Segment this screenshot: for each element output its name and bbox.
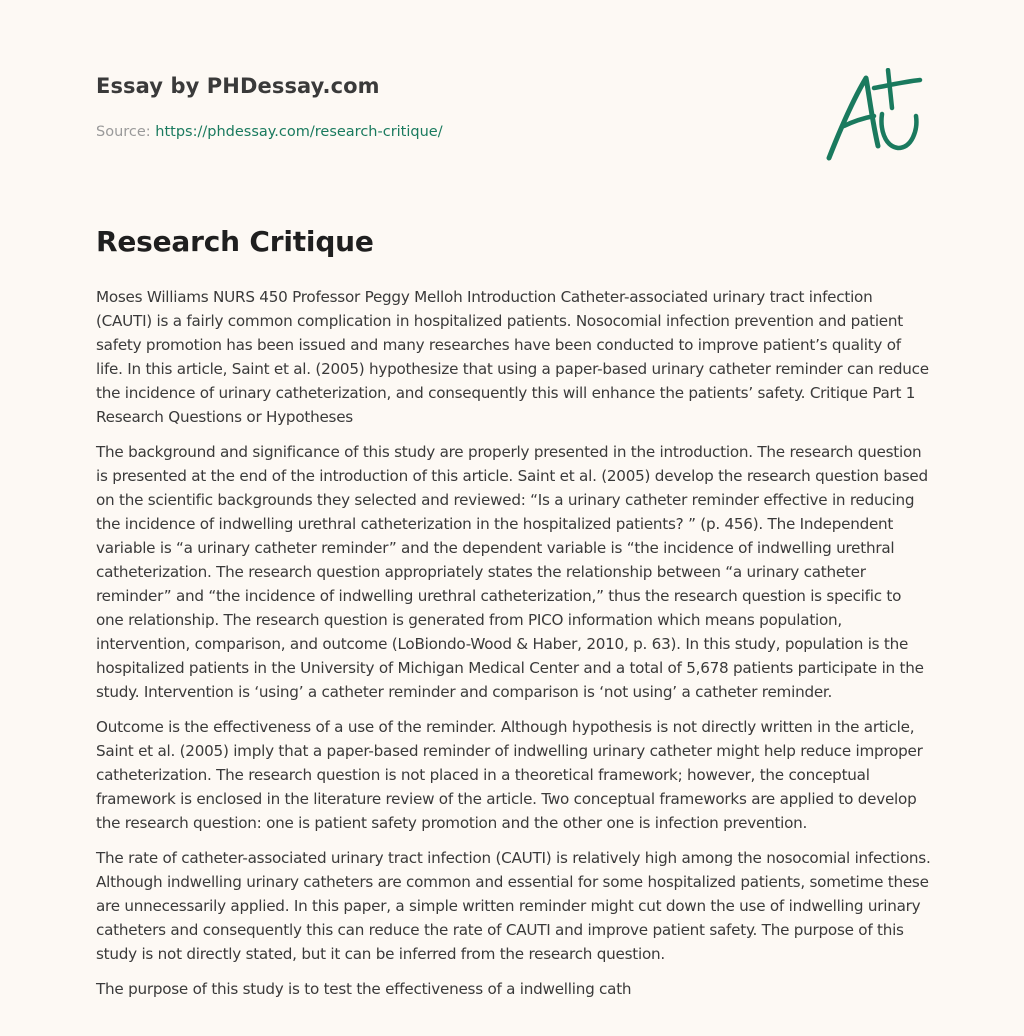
essay-paragraph: Moses Williams NURS 450 Professor Peggy Melloh Introduction Catheter-associated urinary tract infection (CAUTI) is a fairly common complication in hospitalized patients. Nosocomial infection prevention and patient safety promotion has been issued and many researches have been conducted to improve patient’s quality of life. In this article, Saint et al. (2005) hypothesize that using a paper-based urinary catheter reminder can reduce the incidence of urinary catheterization, and consequently this will enhance the patients’ safety. Critique Part 1 Research Questions or Hypotheses (96, 288, 929, 426)
essay-paragraph: Outcome is the effectiveness of a use of the reminder. Although hypothesis is not directly written in the article, Saint et al. (2005) imply that a paper-based reminder of indwelling urinary catheter might help reduce improper catheterization. The research question is not placed in a theoretical framework; however, the conceptual framework is enclosed in the literature review of the article. Two conceptual frameworks are applied to develop the research question: one is patient safety promotion and the other one is infection prevention. (96, 718, 923, 832)
a-plus-grade-icon (822, 68, 926, 164)
essay-paragraph: The rate of catheter-associated urinary tract infection (CAUTI) is relatively high among the nosocomial infections. Although indwelling urinary catheters are common and essential for some hospitalized patients, sometime these are unnecessarily applied. In this paper, a simple written reminder might cut down the use of indwelling urinary catheters and consequently this can reduce the rate of CAUTI and improve patient safety. The purpose of this study is not directly stated, but it can be inferred from the research question. (96, 849, 931, 963)
essay-paragraph: The background and significance of this study are properly presented in the introduction. The research question is presented at the end of the introduction of this article. Saint et al. (2005) develop the research question based on the scientific backgrounds they selected and reviewed: “Is a urinary catheter reminder effective in reducing the incidence of indwelling urethral catheterization in the hospitalized patients? ” (p. 456). The Independent variable is “a urinary catheter reminder” and the dependent variable is “the incidence of indwelling urethral catheterization. The research question appropriately states the relationship between “a urinary catheter reminder” and “the incidence of indwelling urethral catheterization,” thus the research question is specific to one relationship. The research question is generated from PICO information which means population, intervention, comparison, and outcome (LoBiondo-Wood & Haber, 2010, p. 63). In this study, population is the hospitalized patients in the University of Michigan Medical Center and a total of 5,678 patients participate in the study. Intervention is ‘using’ a catheter reminder and comparison is ‘not using’ a catheter reminder. (96, 443, 928, 701)
essay-header (96, 74, 696, 98)
site-brand: Essay by PHDessay.com (96, 74, 380, 98)
essay-paragraph: The purpose of this study is to test the effectiveness of a indwelling cath (96, 980, 632, 998)
source-label: Source: (96, 124, 151, 140)
source-line (96, 124, 443, 140)
source-link[interactable]: https://phdessay.com/research-critique/ (155, 124, 443, 140)
essay-body (96, 285, 932, 1012)
essay-title: Research Critique (96, 225, 374, 258)
